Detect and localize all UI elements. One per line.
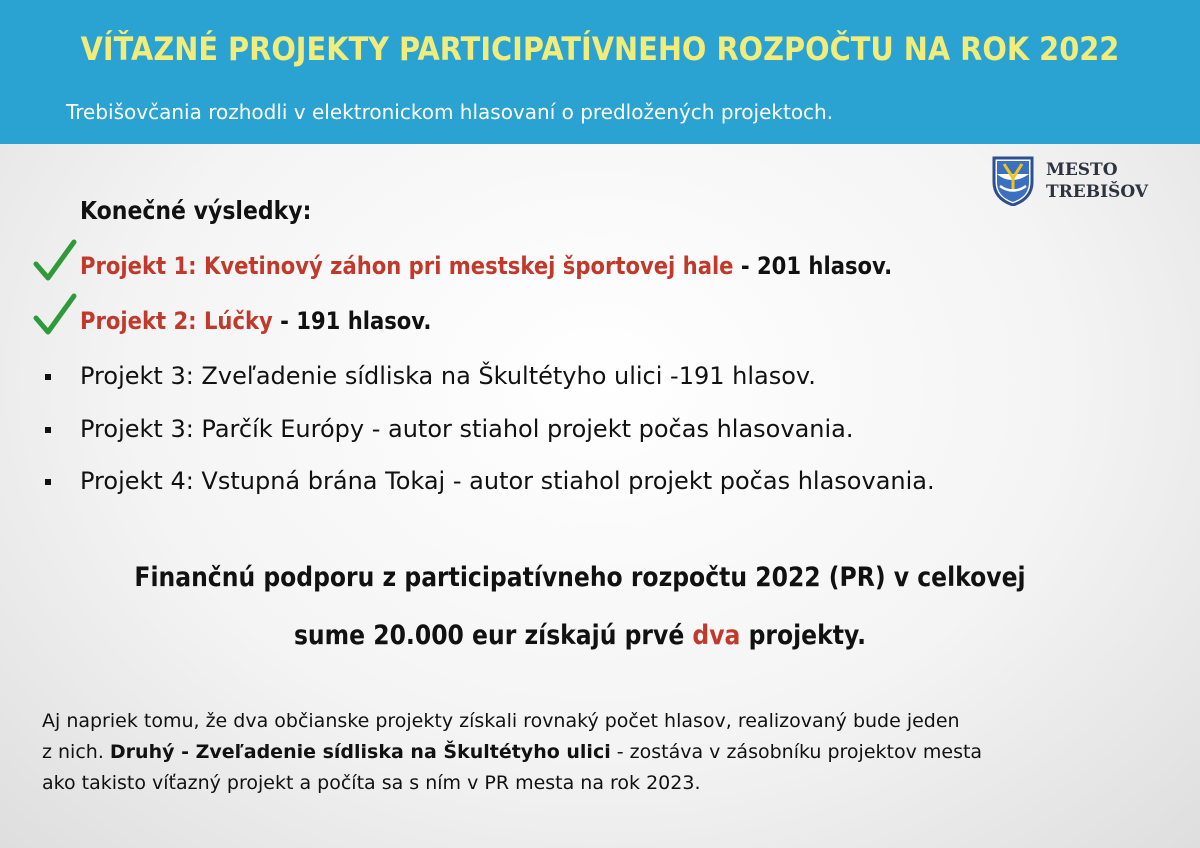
- winner-project-name: Projekt 1: Kvetinový záhon pri mestskej športovej hale: [80, 252, 734, 280]
- project-line-3: Projekt 3: Zveľadenie sídliska na Škultétyho ulici -191 hlasov.: [80, 362, 816, 390]
- note-line-3: ako takisto víťazný projekt a počíta sa s ním v PR mesta na rok 2023.: [42, 772, 701, 794]
- winner-project-name: Projekt 2: Lúčky: [80, 307, 273, 335]
- note-line-2: [42, 737, 1172, 768]
- bullet-icon: [45, 479, 51, 485]
- funding-text: sume 20.000 eur získajú prvé: [293, 620, 693, 651]
- note-text: - zostáva v zásobníku projektov mesta: [610, 741, 983, 763]
- city-name-line2: TREBIŠOV: [1046, 182, 1149, 202]
- results-heading: Konečné výsledky:: [80, 196, 312, 225]
- winner-project-votes: - 191 hlasov.: [272, 307, 432, 335]
- city-name-line1: MESTO: [1046, 160, 1118, 180]
- note-text: z nich.: [42, 741, 110, 763]
- winner-project-votes: - 201 hlasov.: [733, 252, 893, 280]
- city-name: [1046, 159, 1148, 203]
- funding-line-2: [75, 620, 1084, 651]
- project-line-5: Projekt 4: Vstupná brána Tokaj - autor stiahol projekt počas hlasovania.: [80, 467, 935, 495]
- project-line-4: Projekt 3: Parčík Európy - autor stiahol projekt počas hlasovania.: [80, 415, 854, 443]
- note-line-1: Aj napriek tomu, že dva občianske projekty získali rovnaký počet hlasov, realizovaný bude jeden: [42, 710, 960, 732]
- funding-line-1: Finančnú podporu z participatívneho rozpočtu 2022 (PR) v celkovej: [134, 562, 1026, 593]
- note-bold-text: Druhý - Zveľadenie sídliska na Škultétyho ulici: [109, 741, 611, 763]
- coat-of-arms-icon: [992, 156, 1034, 206]
- bullet-icon: [45, 427, 51, 433]
- winner-project-1: [80, 252, 892, 280]
- page-subtitle: Trebišovčania rozhodli v elektronickom hlasovaní o predložených projektoch.: [66, 100, 834, 124]
- checkmark-icon: [30, 292, 78, 336]
- city-logo: [992, 156, 1172, 208]
- funding-highlight: dva: [692, 620, 741, 651]
- funding-text: projekty.: [740, 620, 867, 651]
- bullet-icon: [45, 374, 51, 380]
- header-banner: [0, 0, 1200, 144]
- checkmark-icon: [30, 238, 78, 282]
- page-title: VÍŤAZNÉ PROJEKTY PARTICIPATÍVNEHO ROZPOČTU NA ROK 2022: [80, 30, 1120, 68]
- winner-project-2: [80, 307, 431, 335]
